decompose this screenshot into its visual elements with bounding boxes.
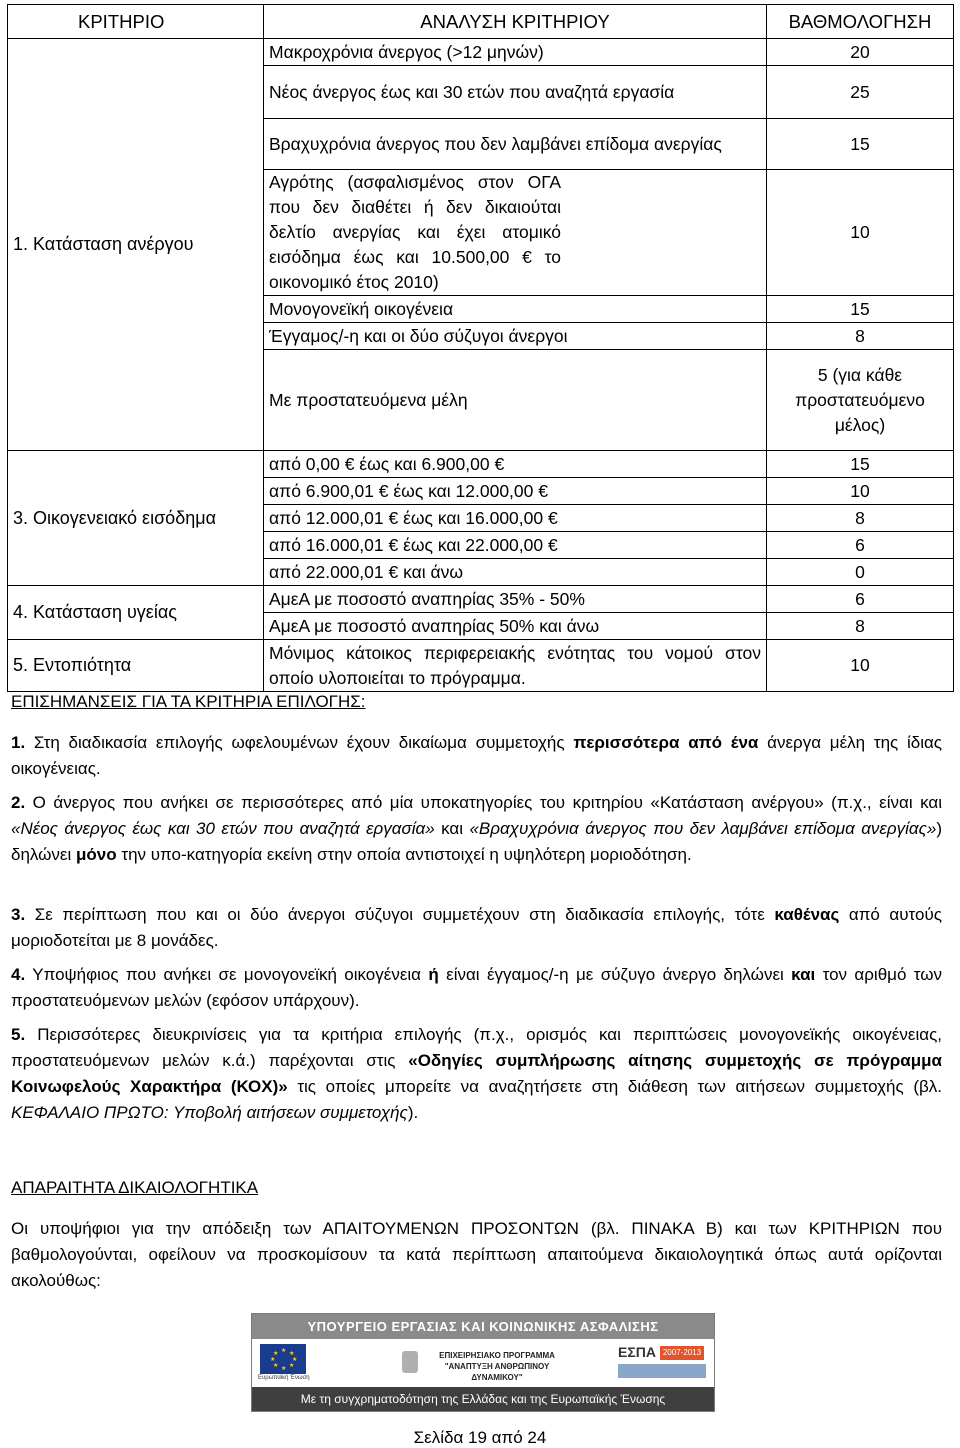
analysis-cell: από 16.000,01 € έως και 22.000,00 €: [264, 532, 767, 559]
note-text: Περισσότερες διευκρινίσεις για τα κριτήρια επιλογής (π.χ., ορισμός και περιπτώσεις μονογονεϊκής οικογένειας, προστατευόμενων μελών κ.ά.) παρέχονται στις: [11, 1025, 942, 1070]
note-text: ).: [407, 1103, 419, 1122]
note-number: 3.: [11, 905, 26, 924]
score-cell: 10: [767, 478, 954, 505]
analysis-cell: από 0,00 € έως και 6.900,00 €: [264, 451, 767, 478]
espa-logo: [618, 1344, 706, 1382]
funding-banner: [251, 1313, 715, 1412]
note-3: [11, 902, 942, 954]
ministry-title: ΥΠΟΥΡΓΕΙΟ ΕΡΓΑΣΙΑΣ ΚΑΙ ΚΟΙΝΩΝΙΚΗΣ ΑΣΦΑΛΙΣΗΣ: [252, 1314, 714, 1339]
score-cell: 10: [767, 640, 954, 692]
table-header-row: [8, 5, 954, 39]
analysis-cell: ΑμεΑ με ποσοστό αναπηρίας 50% και άνω: [264, 613, 767, 640]
program-line1: ΕΠΙΧΕΙΡΗΣΙΑΚΟ ΠΡΟΓΡΑΜΜΑ: [439, 1351, 555, 1360]
note-italic: «Βραχυχρόνια άνεργος που δεν λαμβάνει επίδομα ανεργίας»: [469, 819, 937, 838]
note-1: [11, 730, 942, 782]
note-text: Υποψήφιος που ανήκει σε μονογονεϊκή οικογένεια: [25, 965, 429, 984]
espa-years: 2007-2013: [660, 1346, 704, 1360]
logos-strip: [252, 1339, 714, 1387]
score-cell: 25: [767, 66, 954, 119]
note-bold: ή: [428, 965, 439, 984]
note-text: την υπο-κατηγορία εκείνη στην οποία αντιστοιχεί η υψηλότερη μοριοδότηση.: [116, 845, 692, 864]
criterion-cell: 4. Κατάσταση υγείας: [8, 586, 264, 640]
analysis-cell: Βραχυχρόνια άνεργος που δεν λαμβάνει επίδομα ανεργίας: [264, 119, 767, 170]
espa-stripe-icon: [618, 1364, 706, 1378]
note-number: 5.: [11, 1025, 26, 1044]
analysis-cell: ΑμεΑ με ποσοστό αναπηρίας 35% - 50%: [264, 586, 767, 613]
note-bold: και: [791, 965, 816, 984]
note-text: Ο άνεργος που ανήκει σε περισσότερες από μία υποκατηγορίες του κριτηρίου «Κατάσταση ανέργου» (π.χ., είναι και: [25, 793, 942, 812]
note-number: 2.: [11, 793, 26, 812]
note-text: ) δηλώνει: [11, 819, 942, 864]
program-logo-icon: [402, 1351, 418, 1373]
analysis-cell: από 6.900,01 € έως και 12.000,00 €: [264, 478, 767, 505]
note-text: Στη διαδικασία επιλογής ωφελουμένων έχουν δικαίωμα συμμετοχής: [25, 733, 574, 752]
note-2: [11, 790, 942, 868]
table-row: [8, 451, 954, 478]
score-cell: 8: [767, 505, 954, 532]
criteria-table-cont: [7, 451, 954, 692]
note-italic: ΚΕΦΑΛΑΙΟ ΠΡΩΤΟ: Υποβολή αιτήσεων συμμετοχής: [11, 1103, 408, 1122]
analysis-cell: Μόνιμος κάτοικος περιφερειακής ενότητας του νομού στον οποίο υλοποιείται το πρόγραμμα.: [264, 640, 767, 692]
note-5: [11, 1022, 942, 1126]
score-cell: 20: [767, 39, 954, 66]
program-line2: "ΑΝΑΠΤΥΞΗ ΑΝΘΡΩΠΙΝΟΥ ΔΥΝΑΜΙΚΟΥ": [444, 1362, 550, 1382]
cofunding-text: Με τη συγχρηματοδότηση της Ελλάδας και της Ευρωπαϊκής Ένωσης: [252, 1387, 714, 1411]
score-cell: 8: [767, 323, 954, 350]
analysis-cell: Νέος άνεργος έως και 30 ετών που αναζητά εργασία: [264, 66, 767, 119]
score-cell: 5 (για κάθε προστατευόμενο μέλος): [767, 350, 954, 451]
table-row: [8, 586, 954, 613]
note-text: τον αριθμό των προστατευόμενων μελών (εφόσον υπάρχουν).: [11, 965, 943, 1010]
criterion-cell: 3. Οικογενειακό εισόδημα: [8, 451, 264, 586]
eu-label: Ευρωπαϊκή Ένωση: [258, 1375, 310, 1381]
note-number: 4.: [11, 965, 26, 984]
analysis-cell: Αγρότης (ασφαλισμένος στον ΟΓΑ που δεν διαθέτει ή δεν δικαιούται δελτίο ανεργίας και έχει ατομικό εισόδημα έως και 10.500,00 € το οικονομικό έτος 2010): [264, 170, 767, 296]
program-name: [422, 1350, 572, 1383]
score-cell: 10: [767, 170, 954, 296]
analysis-cell: Μακροχρόνια άνεργος (>12 μηνών): [264, 39, 767, 66]
note-text: και: [434, 819, 470, 838]
score-cell: 6: [767, 532, 954, 559]
docs-heading: ΑΠΑΡΑΙΤΗΤΑ ΔΙΚΑΙΟΛΟΓΗΤΙΚΑ: [11, 1178, 259, 1197]
criterion-cell: 1. Κατάσταση ανέργου: [8, 39, 264, 451]
table-row: [8, 39, 954, 66]
eu-flag-icon: ★ ★ ★ ★ ★ ★ ★ ★: [260, 1344, 306, 1374]
note-bold: «Οδηγίες συμπλήρωσης αίτησης συμμετοχής σε πρόγραμμα Κοινωφελούς Χαρακτήρα (ΚΟΧ)»: [11, 1051, 942, 1096]
page: [7, 4, 953, 692]
score-cell: 8: [767, 613, 954, 640]
docs-paragraph: Οι υποψήφιοι για την απόδειξη των ΑΠΑΙΤΟΥΜΕΝΩΝ ΠΡΟΣΟΝΤΩΝ (βλ. ΠΙΝΑΚΑ Β) και των ΚΡΙΤΗΡΙΩΝ που βαθμολογούνται, οφείλουν να προσκομίσουν τα κατά περίπτωση απαιτούμενα δικαιολογητικά όπως αυτά ορίζονται ακολούθως:: [11, 1219, 942, 1290]
note-number: 1.: [11, 733, 26, 752]
note-text: είναι έγγαμος/-η με σύζυγο άνεργο δηλώνει: [438, 965, 792, 984]
criterion-cell: 5. Εντοπιότητα: [8, 640, 264, 692]
score-cell: 15: [767, 119, 954, 170]
table-row: [8, 640, 954, 692]
page-number: Σελίδα 19 από 24: [413, 1428, 547, 1447]
analysis-cell: από 22.000,01 € και άνω: [264, 559, 767, 586]
note-4: [11, 962, 942, 1014]
note-italic: «Νέος άνεργος έως και 30 ετών που αναζητά εργασία»: [11, 819, 435, 838]
score-cell: 6: [767, 586, 954, 613]
note-text: άνεργα μέλη της ίδιας οικογένειας.: [11, 733, 942, 778]
header-analysis: ΑΝΑΛΥΣΗ ΚΡΙΤΗΡΙΟΥ: [264, 5, 767, 39]
header-score: ΒΑΘΜΟΛΟΓΗΣΗ: [767, 5, 954, 39]
note-text: τις οποίες μπορείτε να αναζητήσετε στη διάθεση των αιτήσεων συμμετοχής (βλ.: [287, 1077, 942, 1096]
analysis-cell: Με προστατευόμενα μέλη: [264, 350, 767, 451]
analysis-cell: Μονογονεϊκή οικογένεια: [264, 296, 767, 323]
score-cell: 0: [767, 559, 954, 586]
analysis-cell: Έγγαμος/-η και οι δύο σύζυγοι άνεργοι: [264, 323, 767, 350]
note-text: από αυτούς μοριοδοτείται με 8 μονάδες.: [11, 905, 942, 950]
note-bold: περισσότερα από ένα: [573, 733, 759, 752]
analysis-cell: από 12.000,01 € έως και 16.000,00 €: [264, 505, 767, 532]
score-cell: 15: [767, 451, 954, 478]
score-cell: 15: [767, 296, 954, 323]
note-bold: μόνο: [76, 845, 117, 864]
header-criterion: ΚΡΙΤΗΡΙΟ: [8, 5, 264, 39]
notes-heading: ΕΠΙΣΗΜΑΝΣΕΙΣ ΓΙΑ ΤΑ ΚΡΙΤΗΡΙΑ ΕΠΙΛΟΓΗΣ:: [11, 692, 366, 711]
note-text: Σε περίπτωση που και οι δύο άνεργοι σύζυγοι συμμετέχουν στη διαδικασία επιλογής, τότε: [25, 905, 775, 924]
note-bold: καθένας: [774, 905, 840, 924]
espa-label: ΕΣΠΑ: [618, 1344, 656, 1360]
criteria-table: [7, 4, 954, 451]
